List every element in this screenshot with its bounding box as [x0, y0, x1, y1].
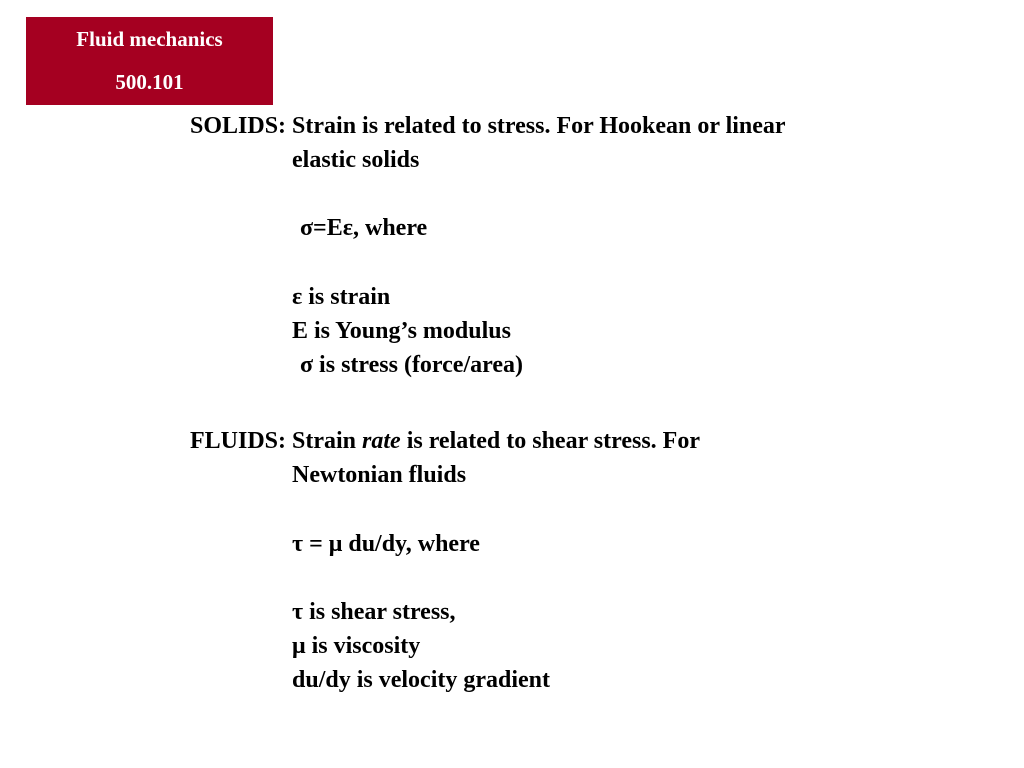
- fluids-heading-suffix: is related to shear stress. For: [400, 428, 700, 454]
- course-name: Fluid mechanics: [76, 27, 223, 51]
- fluids-heading-line-2: Newtonian fluids: [292, 462, 467, 488]
- solids-heading-line: SOLIDS: Strain is related to stress. For Hookean or linear: [190, 113, 786, 139]
- fluids-def-dudy: du/dy is velocity gradient: [292, 667, 551, 693]
- solids-def-sigma: σ is stress (force/area): [300, 352, 523, 378]
- fluids-heading-prefix: FLUIDS: Strain: [190, 428, 363, 454]
- solids-def-E: E is Young’s modulus: [292, 318, 511, 344]
- solids-equation: σ=Eε, where: [300, 215, 428, 241]
- fluids-def-mu: μ is viscosity: [292, 633, 421, 659]
- course-number: 500.101: [115, 70, 184, 94]
- fluids-heading-emphasis: rate: [362, 428, 401, 454]
- solids-heading-line-2: elastic solids: [292, 147, 420, 173]
- course-badge: [26, 17, 273, 105]
- solids-def-epsilon: ε is strain: [292, 284, 391, 310]
- fluids-def-tau: τ is shear stress,: [292, 599, 456, 625]
- fluids-heading-line: [190, 427, 700, 455]
- fluids-equation: τ = μ du/dy, where: [292, 531, 480, 557]
